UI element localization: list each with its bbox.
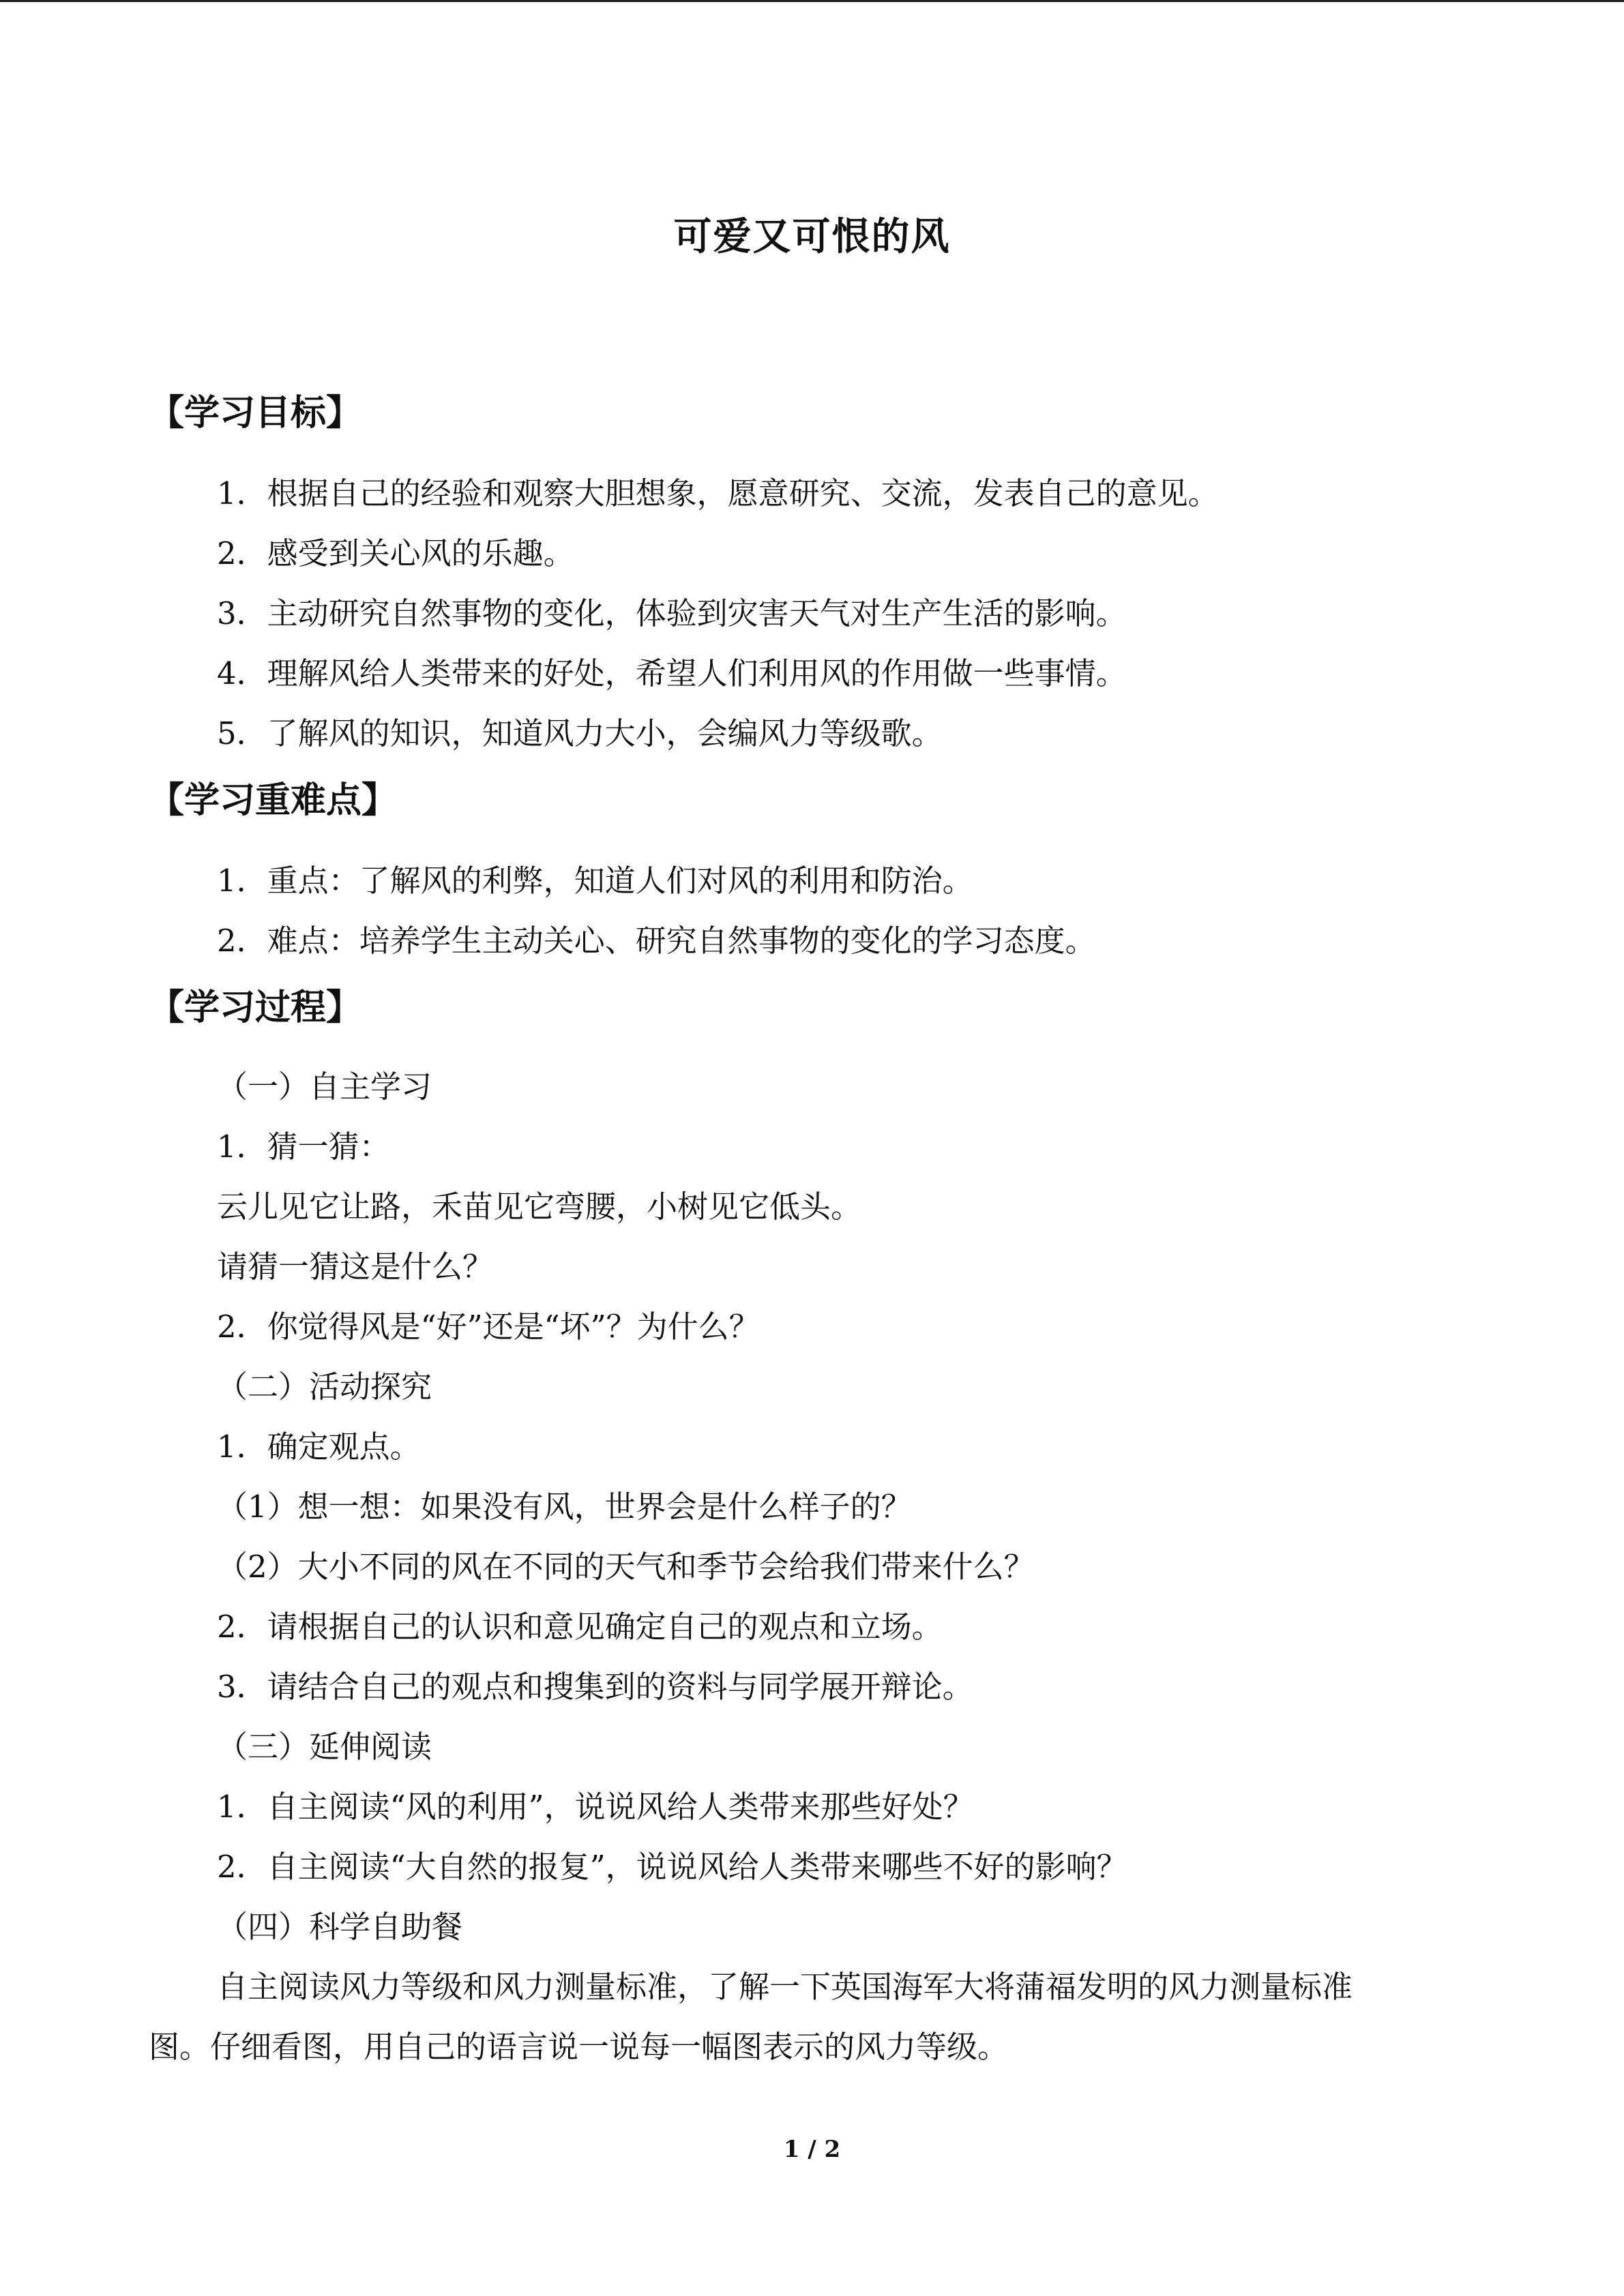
process-line-5: 2．你觉得风是“好”还是“坏”？为什么？: [217, 1309, 760, 1345]
process-line-8: （1）想一想：如果没有风，世界会是什么样子的？: [217, 1489, 912, 1525]
process-line-14: 2．自主阅读“大自然的报复”，说说风给人类带来哪些不好的影响？: [217, 1849, 1127, 1885]
process-line-2: 1．猜一猜：: [217, 1129, 390, 1165]
heading-keypoints: 【学习重难点】: [149, 780, 398, 821]
process-line-6: （二）活动探究: [217, 1369, 432, 1405]
heading-objectives: 【学习目标】: [149, 393, 362, 434]
process-line-10: 2．请根据自己的认识和意见确定自己的观点和立场。: [217, 1609, 943, 1645]
process-line-7: 1．确定观点。: [217, 1429, 421, 1465]
process-line-16: 自主阅读风力等级和风力测量标准，了解一下英国海军大将蒲福发明的风力测量标准: [217, 1969, 1353, 2005]
top-border-rule: [0, 0, 1624, 2]
page-number: 1 / 2: [783, 2136, 841, 2163]
objective-item-5: 5．了解风的知识，知道风力大小，会编风力等级歌。: [217, 715, 943, 751]
process-line-17: 图。仔细看图，用自己的语言说一说每一幅图表示的风力等级。: [149, 2029, 1009, 2065]
process-line-11: 3．请结合自己的观点和搜集到的资料与同学展开辩论。: [217, 1669, 973, 1705]
objective-item-3: 3．主动研究自然事物的变化，体验到灾害天气对生产生活的影响。: [217, 595, 1127, 631]
process-line-9: （2）大小不同的风在不同的天气和季节会给我们带来什么？: [217, 1549, 1035, 1585]
heading-process: 【学习过程】: [149, 987, 362, 1028]
keypoint-item-2: 2．难点：培养学生主动关心、研究自然事物的变化的学习态度。: [217, 923, 1096, 959]
process-line-12: （三）延伸阅读: [217, 1729, 432, 1765]
process-line-1: （一）自主学习: [217, 1069, 432, 1105]
document-title: 可爱又可恨的风: [673, 215, 951, 259]
process-line-3: 云儿见它让路，禾苗见它弯腰，小树见它低头。: [217, 1189, 862, 1225]
objective-item-1: 1．根据自己的经验和观察大胆想象，愿意研究、交流，发表自己的意见。: [217, 475, 1219, 511]
process-line-13: 1．自主阅读“风的利用”，说说风给人类带来那些好处？: [217, 1789, 974, 1825]
process-line-4: 请猜一猜这是什么？: [217, 1249, 494, 1285]
objective-item-2: 2．感受到关心风的乐趣。: [217, 535, 574, 571]
keypoint-item-1: 1．重点：了解风的利弊，知道人们对风的利用和防治。: [217, 863, 973, 899]
process-line-15: （四）科学自助餐: [217, 1909, 463, 1945]
objective-item-4: 4．理解风给人类带来的好处，希望人们利用风的作用做一些事情。: [217, 655, 1127, 691]
